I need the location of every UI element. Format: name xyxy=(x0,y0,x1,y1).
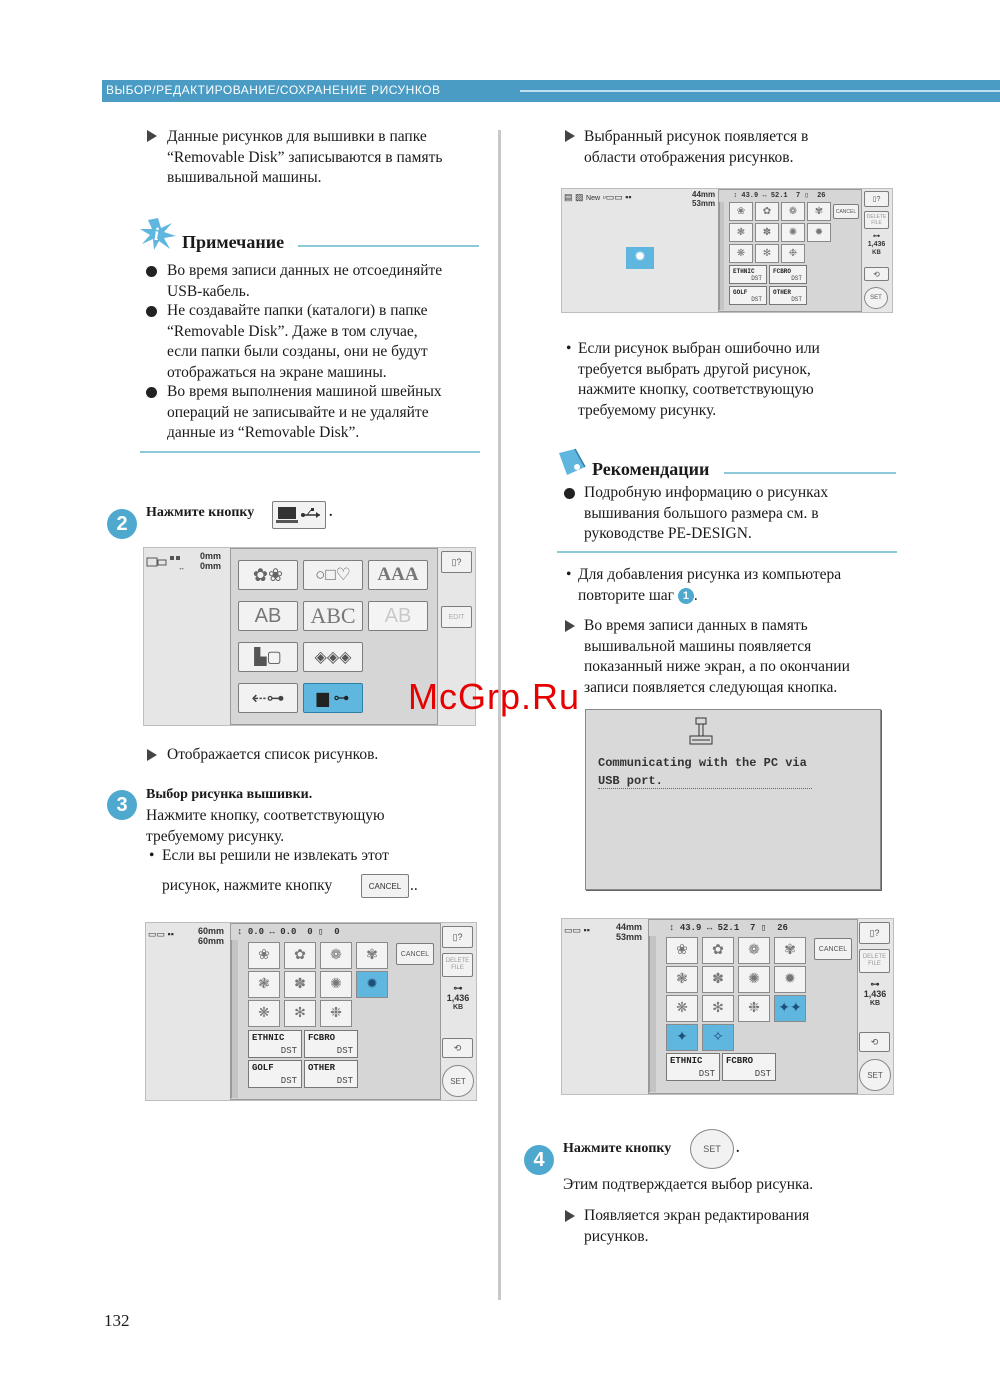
bullet-dot xyxy=(146,266,157,277)
step3-bullet2-end: .. xyxy=(410,877,418,894)
step-number-4: 4 xyxy=(524,1145,554,1175)
svg-text:i: i xyxy=(154,224,160,244)
pattern-tile-new[interactable]: ✦ xyxy=(666,1024,698,1051)
pattern-tile-new[interactable]: ✧ xyxy=(702,1024,734,1051)
set-button[interactable]: SET xyxy=(442,1065,474,1097)
pattern-tile[interactable]: ✽ xyxy=(702,966,734,993)
size-readout: 60mm 60mm xyxy=(198,926,225,946)
pattern-tile[interactable]: ✺ xyxy=(320,971,352,998)
step2-label: Нажмите кнопку xyxy=(146,505,255,520)
monogram-button[interactable]: AB xyxy=(238,601,298,631)
shapes-icon: ○□♡ xyxy=(315,565,351,584)
pattern-tile[interactable]: ❀ xyxy=(729,202,753,221)
file-button[interactable]: ETHNIC DST xyxy=(729,265,767,284)
rotate-icon: ⟲ xyxy=(870,1036,879,1047)
right-para: Во время записи данных в память вышивальной машины появляется показанный ниже экран, а по окончании записи появляется следующая кнопка. xyxy=(584,617,850,696)
pc-usb-icon: ▆ ⊶ xyxy=(316,690,350,707)
arrow-icon xyxy=(565,620,575,632)
help-button[interactable] xyxy=(864,191,889,207)
edit-button[interactable]: EDIT xyxy=(441,606,472,628)
pattern-tile-new[interactable]: ✦✦ xyxy=(774,995,806,1022)
rotate-button[interactable] xyxy=(442,1038,473,1058)
delete-file-button[interactable]: DELETE FILE xyxy=(864,211,889,229)
file-button[interactable]: GOLF DST xyxy=(729,286,767,305)
recommendation-icon xyxy=(555,447,589,477)
intro-text: Данные рисунков для вышивки в папке “Removable Disk” записываются в память вышивальной машины. xyxy=(167,128,443,186)
note-icon xyxy=(140,218,176,250)
pattern-tile[interactable]: ✿ xyxy=(284,942,316,969)
hoop-icon xyxy=(146,554,198,572)
pattern-info-bar: ↕ 43.9 ↔ 52.1 7 ▯ 26 xyxy=(733,192,826,200)
step2-result: Отображается список рисунков. xyxy=(167,746,379,763)
step3-bullet2: рисунок, нажмите кнопку xyxy=(162,877,333,894)
size-readout: 44mm 53mm xyxy=(616,922,643,942)
rotate-icon: ⟲ xyxy=(453,1042,462,1053)
size-readout: 0mm 0mm xyxy=(200,551,222,571)
rotate-icon: ⟲ xyxy=(873,269,880,279)
usb-icon: ⊶ xyxy=(873,233,880,240)
sewing-machine-icon xyxy=(688,716,714,748)
pattern-tile[interactable]: ❁ xyxy=(781,202,805,221)
screen-pattern-list xyxy=(145,922,477,1101)
set-button[interactable]: SET xyxy=(864,287,888,309)
bullet-dot xyxy=(146,387,157,398)
pattern-tile[interactable]: ❀ xyxy=(248,942,280,969)
pattern-tile[interactable]: ✹ xyxy=(774,966,806,993)
right-intro: Выбранный рисунок появляется в области отображения рисунков. xyxy=(584,128,809,166)
right-bullet-2: Для добавления рисунка из компьютера повторите шаг 1 . xyxy=(578,566,842,604)
bullet-dot xyxy=(564,488,575,499)
toolbar-icons: ▤ ▨ New ▫▭▭ ▪▪ xyxy=(564,192,632,202)
communicating-dialog xyxy=(585,709,881,890)
usb-pc-icon xyxy=(276,505,322,525)
pattern-tile[interactable]: ✾ xyxy=(807,202,831,221)
usb-icon: ⊶ xyxy=(870,979,880,989)
help-button[interactable] xyxy=(859,922,890,944)
hoop-icon: ▭▭ ▪▪ xyxy=(564,925,590,935)
note-item-3: Во время выполнения машиной швейных операций не записывайте и не удаляйте данные из “Removable Disk”. xyxy=(167,383,442,441)
rec-item-1: Подробную информацию о рисунках вышивания большого размера см. в руководстве PE-DESIGN. xyxy=(584,484,829,542)
file-button[interactable]: ETHNIC DST xyxy=(248,1030,302,1058)
help-icon: ▯? xyxy=(869,927,880,938)
step2-end: . xyxy=(329,505,333,520)
file-button[interactable]: FCBRO DST xyxy=(722,1053,776,1081)
right-bullet: Если рисунок выбран ошибочно или требуется выбрать другой рисунок, нажмите кнопку, соответствующую требуемому рисунку. xyxy=(578,340,820,419)
pattern-pane xyxy=(648,919,858,1094)
note-item-2: Не создавайте папки (каталоги) в папке “Removable Disk”. Даже в том случае, если папки были созданы, они не будут отображаться на экране машины. xyxy=(167,302,428,381)
memory-readout: ⊶ 1,436 KB xyxy=(444,983,472,1013)
pattern-info-bar: ↕ 43.9 ↔ 52.1 7 ▯ 26 xyxy=(669,923,788,933)
step3-bullet1: Если вы решили не извлекать этот xyxy=(162,847,389,864)
help-button[interactable] xyxy=(442,926,473,948)
pattern-tile-selected[interactable]: ✹ xyxy=(356,971,388,998)
header-line xyxy=(520,90,1000,92)
pattern-tile[interactable]: ❃ xyxy=(248,971,280,998)
cancel-button[interactable]: CANCEL xyxy=(833,204,859,219)
pc-usb-button[interactable] xyxy=(303,683,363,713)
memory-button[interactable] xyxy=(238,642,298,672)
pattern-tile[interactable]: ❁ xyxy=(320,942,352,969)
rec-end-rule xyxy=(557,551,897,553)
bullet-dot xyxy=(146,306,157,317)
usb-pc-button[interactable] xyxy=(272,501,326,529)
pattern-tile[interactable]: ❋ xyxy=(248,1000,280,1027)
cancel-button[interactable]: CANCEL xyxy=(396,943,434,965)
dialog-message: Communicating with the PC via USB port. xyxy=(598,756,807,788)
character-button[interactable]: AAA xyxy=(368,560,428,590)
pattern-tile[interactable]: ❉ xyxy=(320,1000,352,1027)
svg-text:↔: ↔ xyxy=(178,564,185,572)
pattern-tile[interactable]: ✾ xyxy=(356,942,388,969)
help-button[interactable] xyxy=(441,551,472,573)
size-readout: 44mm 53mm xyxy=(692,190,716,208)
set-button-inline[interactable]: SET xyxy=(690,1129,734,1169)
frame-button[interactable] xyxy=(303,560,363,590)
pattern-preview: ✹ xyxy=(626,247,654,269)
pattern-tile[interactable]: ❁ xyxy=(738,937,770,964)
dialog-underline xyxy=(598,788,812,789)
memory-readout: ⊶ 1,436 KB xyxy=(864,233,889,257)
note-title: Примечание xyxy=(182,232,285,252)
file-button[interactable]: OTHER DST xyxy=(304,1060,358,1088)
step3-title: Выбор рисунка вышивки. xyxy=(146,787,313,802)
pattern-tile[interactable]: ✻ xyxy=(284,1000,316,1027)
step3-bullet-mark: • xyxy=(149,847,155,864)
pattern-tile[interactable]: ❃ xyxy=(729,223,753,242)
pattern-tile[interactable]: ✽ xyxy=(284,971,316,998)
cancel-button[interactable]: CANCEL xyxy=(814,938,852,960)
pattern-tile[interactable]: ❃ xyxy=(666,966,698,993)
file-button[interactable]: FCBRO DST xyxy=(769,265,807,284)
pattern-info-bar: ↕ 0.0 ↔ 0.0 0 ▯ 0 xyxy=(237,927,340,937)
delete-file-button[interactable]: DELETE FILE xyxy=(442,953,473,977)
step3-text: Нажмите кнопку, соответствующую требуемому рисунку. xyxy=(146,807,385,845)
scrollbar[interactable] xyxy=(719,202,724,310)
step-ref-badge: 1 xyxy=(678,588,694,604)
file-button[interactable]: OTHER DST xyxy=(769,286,807,305)
one-point-button[interactable] xyxy=(238,560,298,590)
pattern-tile[interactable]: ✻ xyxy=(755,244,779,263)
machine-icon: ▙▢ xyxy=(254,649,282,666)
step-number-2: 2 xyxy=(107,509,137,539)
alphabet-button[interactable]: ABC xyxy=(303,601,363,631)
file-button[interactable]: GOLF DST xyxy=(248,1060,302,1088)
cancel-button-inline[interactable]: CANCEL xyxy=(361,874,409,898)
file-button[interactable]: FCBRO DST xyxy=(304,1030,358,1058)
rec-title-rule xyxy=(724,472,896,474)
category-pane xyxy=(230,548,438,725)
pattern-pane xyxy=(718,189,862,312)
recommendation-title: Рекомендации xyxy=(592,459,710,479)
header-title: ВЫБОР/РЕДАКТИРОВАНИЕ/СОХРАНЕНИЕ РИСУНКОВ xyxy=(106,83,441,97)
cards-icon: ◈◈◈ xyxy=(314,649,352,666)
applique-button[interactable]: AB xyxy=(368,601,428,631)
arrow-icon xyxy=(565,1210,575,1222)
pattern-pane xyxy=(230,923,441,1100)
pattern-tile[interactable]: ❋ xyxy=(729,244,753,263)
screen-pattern-list-2 xyxy=(561,918,894,1095)
card-button[interactable] xyxy=(303,642,363,672)
pattern-tile[interactable]: ✺ xyxy=(781,223,805,242)
pattern-tile[interactable]: ✻ xyxy=(702,995,734,1022)
step-number-3: 3 xyxy=(107,790,137,820)
pattern-tile[interactable]: ❉ xyxy=(738,995,770,1022)
rotate-button[interactable] xyxy=(864,267,889,281)
help-icon: ▯? xyxy=(872,196,881,203)
pattern-tile[interactable]: ✹ xyxy=(807,223,831,242)
pattern-tile[interactable]: ✿ xyxy=(755,202,779,221)
note-end-rule xyxy=(140,451,480,453)
note-title-rule xyxy=(298,245,479,247)
usb-icon: ⇠⊶ xyxy=(251,687,285,708)
screen-pattern-selected xyxy=(561,188,893,313)
step4-label: Нажмите кнопку xyxy=(563,1141,672,1156)
step4-text: Этим подтверждается выбор рисунка. xyxy=(563,1176,814,1193)
bullet-mark: • xyxy=(566,340,572,357)
pattern-tile[interactable]: ✿ xyxy=(702,937,734,964)
page-number: 132 xyxy=(104,1311,130,1330)
note-item-1: Во время записи данных не отсоединяйте USB-кабель. xyxy=(167,262,443,300)
arrow-icon xyxy=(147,749,157,761)
pattern-tile[interactable]: ✺ xyxy=(738,966,770,993)
memory-readout: ⊶ 1,436 KB xyxy=(861,979,889,1009)
pattern-tile[interactable]: ✽ xyxy=(755,223,779,242)
scrollbar[interactable] xyxy=(649,936,656,1092)
file-button[interactable]: ETHNIC DST xyxy=(666,1053,720,1081)
delete-file-button[interactable]: DELETE FILE xyxy=(859,949,890,973)
set-button[interactable]: SET xyxy=(859,1059,891,1091)
help-icon: ▯? xyxy=(451,556,462,567)
pattern-tile[interactable]: ❉ xyxy=(781,244,805,263)
usb-icon: ⊶ xyxy=(453,983,463,993)
watermark: McGrp.Ru xyxy=(408,676,581,717)
step4-end: . xyxy=(736,1141,740,1156)
step4-result: Появляется экран редактирования рисунков. xyxy=(584,1207,810,1245)
flower-icon: ✿❀ xyxy=(252,564,284,585)
pattern-tile[interactable]: ✾ xyxy=(774,937,806,964)
arrow-icon xyxy=(147,130,157,142)
arrow-icon xyxy=(565,130,575,142)
usb-button[interactable] xyxy=(238,683,298,713)
help-icon: ▯? xyxy=(452,931,463,942)
bullet-mark: • xyxy=(566,566,572,583)
scrollbar[interactable] xyxy=(231,940,238,1098)
pattern-tile[interactable]: ❀ xyxy=(666,937,698,964)
hoop-icon: ▭▭ ▪▪ xyxy=(148,929,174,939)
rotate-button[interactable] xyxy=(859,1032,890,1052)
pattern-tile[interactable]: ❋ xyxy=(666,995,698,1022)
